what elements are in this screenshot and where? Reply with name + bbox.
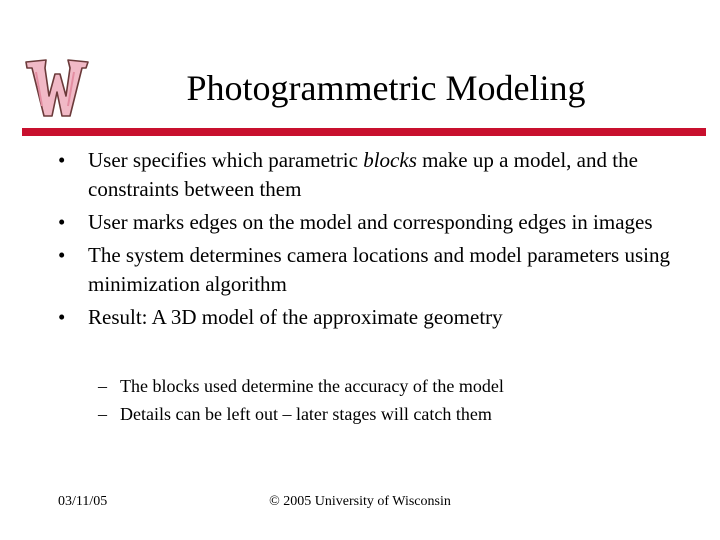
bullet-text: The system determines camera locations and model parameters using minimization algorithm: [88, 243, 670, 296]
bullet-dot: •: [58, 305, 66, 329]
sub-bullet-item: [98, 372, 698, 400]
sub-bullet-item: [98, 400, 698, 428]
bullet-dot: •: [58, 210, 66, 234]
bullet-list: [58, 146, 698, 336]
sub-bullet-list: [98, 372, 698, 428]
bullet-item: [58, 208, 698, 237]
slide-title: Photogrammetric Modeling: [186, 68, 586, 108]
sub-bullet-text: Details can be left out – later stages will catch them: [120, 404, 492, 424]
footer-copyright: © 2005 University of Wisconsin: [269, 494, 451, 509]
wisconsin-w-logo-icon: [22, 56, 92, 122]
bullet-item: [58, 241, 698, 299]
title-underline: [22, 128, 706, 136]
bullet-text: User specifies which parametric: [88, 148, 364, 172]
bullet-text-tail: make up a model, and the constraints between them: [88, 148, 638, 201]
bullet-dot: •: [58, 243, 66, 267]
sub-bullet-dash: –: [98, 376, 107, 396]
bullet-dot: •: [58, 148, 66, 172]
sub-bullet-dash: –: [98, 404, 107, 424]
logo: [22, 56, 92, 122]
bullet-text: User marks edges on the model and corresponding edges in images: [88, 210, 653, 234]
bullet-item: [58, 303, 698, 332]
sub-bullet-text: The blocks used determine the accuracy of the model: [120, 376, 504, 396]
bullet-text: Result: A 3D model of the approximate geometry: [88, 305, 503, 329]
bullet-item: [58, 146, 698, 204]
footer-date: 03/11/05: [58, 494, 108, 509]
bullet-emphasis: blocks: [363, 148, 417, 172]
